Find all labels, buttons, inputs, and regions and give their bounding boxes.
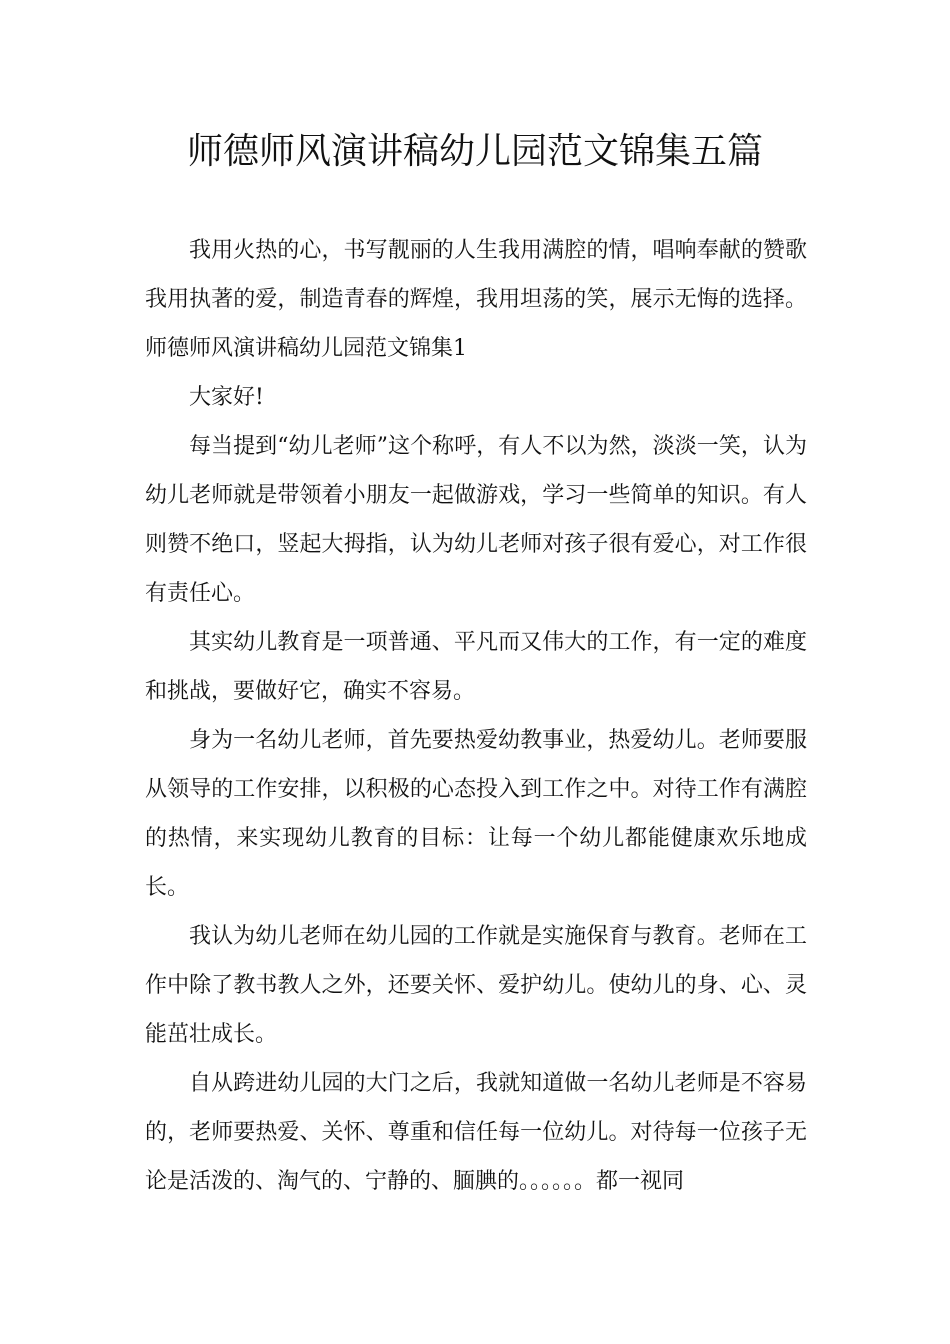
paragraph: 每当提到“幼儿老师”这个称呼，有人不以为然，淡淡一笑，认为幼儿老师就是带领着小朋友一起做游戏，学习一些简单的知识。有人则赞不绝口，竖起大拇指，认为幼儿老师对孩子很有爱心，对工作很有责任心。 [145, 434, 807, 606]
document-body [145, 226, 807, 1206]
paragraph: 我认为幼儿老师在幼儿园的工作就是实施保育与教育。老师在工作中除了教书教人之外，还要关怀、爱护幼儿。使幼儿的身、心、灵能茁壮成长。 [145, 924, 807, 1047]
document-title: 师德师风演讲稿幼儿园范文锦集五篇 [186, 131, 763, 172]
paragraph: 其实幼儿教育是一项普通、平凡而又伟大的工作，有一定的难度和挑战，要做好它，确实不容易。 [145, 630, 807, 704]
paragraph: 自从跨进幼儿园的大门之后，我就知道做一名幼儿老师是不容易的，老师要热爱、关怀、尊重和信任每一位幼儿。对待每一位孩子无论是活泼的、淘气的、宁静的、腼腆的。。。。。。都一视同 [145, 1071, 807, 1194]
paragraph-intro: 我用火热的心，书写靓丽的人生我用满腔的情，唱响奉献的赞歌我用执著的爱，制造青春的辉煌，我用坦荡的笑，展示无悔的选择。师德师风演讲稿幼儿园范文锦集1 [145, 238, 807, 361]
paragraph: 身为一名幼儿老师，首先要热爱幼教事业，热爱幼儿。老师要服从领导的工作安排，以积极的心态投入到工作之中。对待工作有满腔的热情，来实现幼儿教育的目标：让每一个幼儿都能健康欢乐地成长。 [145, 728, 807, 900]
paragraph-greeting: 大家好! [189, 385, 264, 410]
